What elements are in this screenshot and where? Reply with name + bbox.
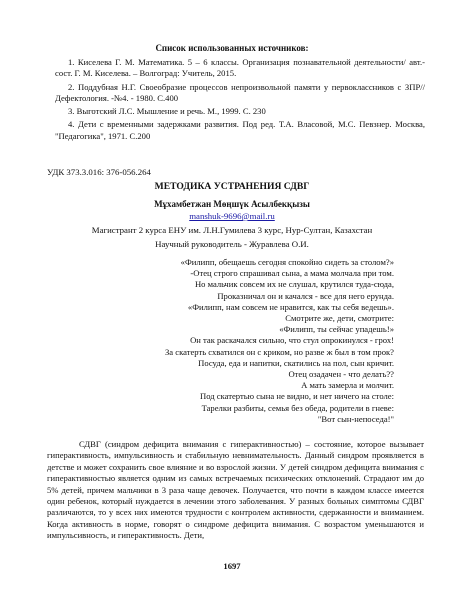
references-heading: Список использованных источников:: [155, 43, 309, 53]
poem-line: «Филипп, нам совсем не нравится, как ты себя ведешь».: [187, 301, 394, 312]
poem-line: "Вот сын-непоседа!": [317, 413, 394, 424]
page-number: 1697: [223, 561, 241, 571]
scientific-supervisor: Научный руководитель - Журавлева О.И.: [155, 239, 309, 249]
author-email-link[interactable]: manshuk-9696@mail.ru: [189, 211, 275, 221]
poem-line: За скатерть схватился он с криком, но разве ж был в том прок?: [164, 346, 394, 357]
article-body-paragraph: СДВГ (синдром дефицита внимания с гиперактивностью) – состояние, которое вызывает гиперактивность, импульсивность и стабильную невнимательность. Данный синдром проявляется в детстве и может сохранить свое влияние и во взрослой жизни. У детей синдром дефицита внимания с гиперактивностью является одним из самых встречаемых психических отклонений. Страдают им до 5% детей, причем мальчики в 3 раза чаще девочек. Получается, что почти в каждом классе имеется один ребенок, который нуждается в лечении этого заболевания. У разных больных симптомы СДВГ различаются, то у всех них имеются трудности с контролем активности, сдержанности и вниманием. Когда активность в норме, говорят о синдроме дефицита внимания. С возрастом уменьшаются и импульсивность, и гиперактивность. Дети,: [47, 439, 424, 541]
poem-line: Посуда, еда и напитки, скатились на пол, сын кричит.: [198, 357, 394, 368]
udc-code: УДК 373.3.016: 376-056.264: [47, 167, 151, 177]
reference-item: 2. Поддубная Н.Г. Своеобразие процессов непроизвольной памяти у первоклассников с ЗПР//Дефектология. -№4. - 1980. С.400: [55, 81, 425, 103]
reference-item: 1. Киселева Г. М. Математика. 5 – 6 классы. Организация познавательной деятельности/ авт.-сост. Г. М. Киселева. – Волгоград: Учитель, 2015.: [55, 57, 425, 79]
poem-line: Он так раскачался сильно, что стул опрокинулся - грох!: [190, 335, 394, 346]
references-list: [55, 57, 425, 144]
author-name: Мұхамбетжан Мөңшүк Асылбекқызы: [154, 199, 310, 209]
reference-item: 3. Выготский Л.С. Мышление и речь. М., 1999. С. 230: [68, 106, 266, 117]
poem-line: Но мальчик совсем их не слушал, крутился туда-сюда,: [194, 279, 394, 290]
article-title: МЕТОДИКА УСТРАНЕНИЯ СДВГ: [154, 181, 310, 192]
poem-line: Тарелки разбиты, семья без обеда, родители в гневе:: [201, 402, 394, 413]
poem-line: -Отец строго спрашивал сына, а мама молчала при том.: [190, 268, 394, 279]
poem-line: Под скатертью сына не видно, и нет ничего на столе:: [199, 391, 394, 402]
poem-line: Отец озадачен - что делать??: [288, 369, 394, 380]
poem-line: А мать замерла и молчит.: [301, 380, 394, 391]
poem-line: Проказничал он и качался - все для него ерунда.: [217, 290, 394, 301]
poem-line: «Филипп, обещаешь сегодня спокойно сидеть за столом?»: [180, 257, 394, 267]
poem-line: Смотрите же, дети, смотрите:: [285, 313, 394, 324]
epigraph-poem: [165, 257, 394, 425]
poem-line: «Филипп, ты сейчас упадешь!»: [279, 324, 394, 335]
author-affiliation: Магистрант 2 курса ЕНУ им. Л.Н.Гумилева 3 курс, Нур-Султан, Казахстан: [91, 225, 373, 235]
reference-item: 4. Дети с временными задержками развития. Под ред. Т.А. Власовой, М.С. Певзнер. Москва, "Педагогика", 1971. С.200: [55, 119, 425, 141]
